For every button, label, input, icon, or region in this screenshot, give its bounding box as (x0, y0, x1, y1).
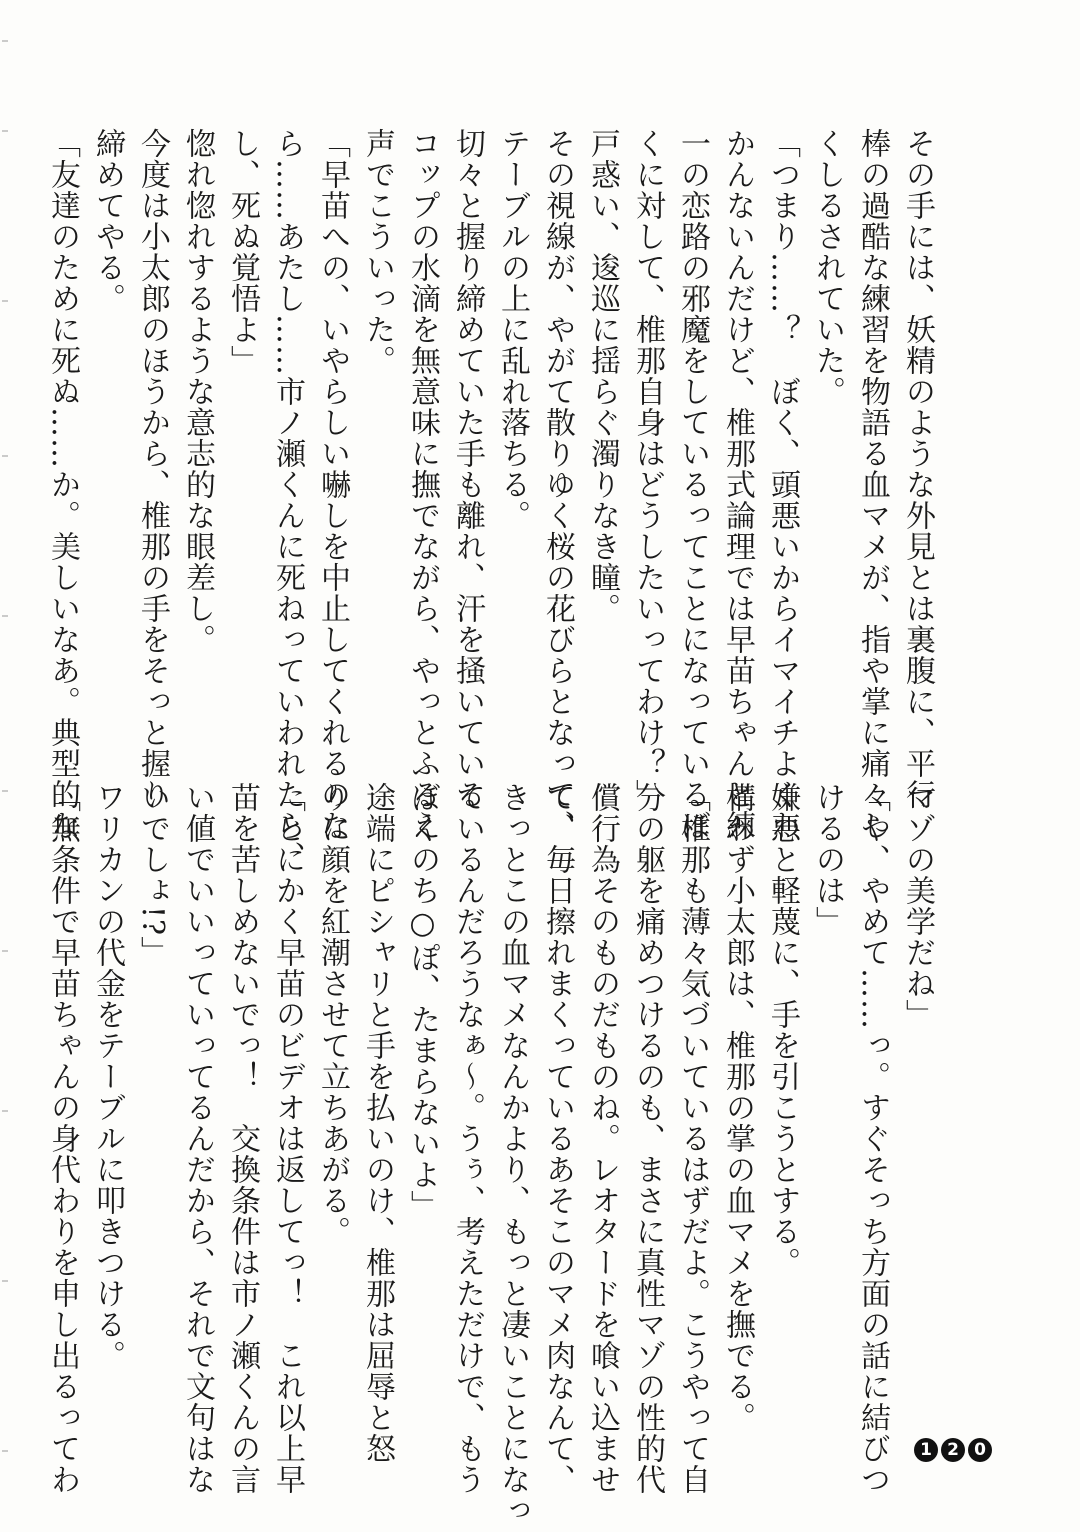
text-line: テーブルの上に乱れ落ちる。 (495, 128, 530, 531)
scan-mark (2, 455, 8, 457)
text-line: 構わず小太郎は、椎那の掌の血マメを撫でる。 (720, 782, 755, 1433)
text-line: 「椎那も薄々気づいているはずだよ。こうやって自 (675, 782, 710, 1495)
scan-mark (2, 1450, 8, 1452)
page-number-digit: 2 (941, 1438, 965, 1462)
page-number-digit: 0 (968, 1438, 992, 1462)
text-line: 「早苗への、いやらしい嚇しを中止してくれるのな (315, 128, 350, 841)
scan-mark (2, 950, 8, 952)
text-line: コップの水滴を無意味に撫でながら、やっとふるえ (405, 128, 440, 841)
text-line: 一の恋路の邪魔をしているってことになっているぼ (675, 128, 710, 841)
text-line: 分の躯を痛めつけるのも、まさに真性マゾの性的代 (630, 782, 665, 1495)
text-line: ワリカンの代金をテーブルに叩きつける。 (90, 782, 125, 1371)
text-line: きっとこの血マメなんかより、もっと凄いことになっ (495, 782, 530, 1526)
text-line: 「友達のために死ぬ……か。美しいなあ。典型的な (45, 128, 80, 841)
text-line: ぼくのち○ぽ、たまらないよ」 (405, 782, 440, 1221)
scan-mark (2, 790, 8, 792)
text-line: て、毎日擦れまくっているあそこのマメ肉なんて、 (540, 782, 575, 1495)
text-line: 「とにかく早苗のビデオは返してっ！ これ以上早 (270, 782, 305, 1495)
text-line: けるのは」 (810, 782, 845, 937)
text-line: くに対して、椎那自身はどうしたいってわけ？」 (630, 128, 665, 810)
text-line: 「無条件で早苗ちゃんの身代わりを申し出るってわ (45, 782, 80, 1495)
margin-scan-marks (0, 0, 12, 1532)
text-line: ているんだろうなぁ〜。うぅ、考えただけで、もう (450, 782, 485, 1495)
text-line: 締めてやる。 (90, 128, 125, 314)
text-line: 途端にピシャリと手を払いのけ、椎那は屈辱と怒 (360, 782, 395, 1464)
scan-mark (2, 40, 8, 42)
text-line: 切々と握り締めていた手も離れ、汗を掻いている (450, 128, 485, 810)
text-line: りに顔を紅潮させて立ちあがる。 (315, 782, 350, 1247)
page-number (914, 1438, 992, 1462)
text-line: マゾの美学だね」 (900, 782, 935, 1030)
text-line: 戸惑い、逡巡に揺らぐ濁りなき瞳。 (585, 128, 620, 624)
text-line: 「つまり……？ ぼく、頭悪いからイマイチよくわ (765, 128, 800, 841)
text-line: 声でこういった。 (360, 128, 395, 376)
text-block-lower (45, 782, 940, 1526)
scan-mark (2, 1280, 8, 1282)
scan-mark (2, 615, 8, 617)
text-line: ら……あたし……市ノ瀬くんに死ねっていわれたら、 (270, 128, 305, 872)
text-line: その視線が、やがて散りゆく桜の花びらとなって、 (540, 128, 575, 841)
text-line: 償行為そのものだものね。レオタードを喰い込ませ (585, 782, 620, 1495)
text-line: 嫌悪と軽蔑に、手を引こうとする。 (765, 782, 800, 1278)
text-line: いでしょ!?」 (135, 782, 170, 968)
scan-mark (2, 130, 8, 132)
scan-mark (2, 1110, 8, 1112)
text-line: 惚れ惚れするような意志的な眼差し。 (180, 128, 215, 655)
text-line: くしるされていた。 (810, 128, 845, 407)
text-line: かんないんだけど、椎那式論理では早苗ちゃんと練 (720, 128, 755, 841)
text-line: 今度は小太郎のほうから、椎那の手をそっと握り (135, 128, 170, 810)
text-line: い値でいいっていってるんだから、それで文句はな (180, 782, 215, 1495)
text-line: 棒の過酷な練習を物語る血マメが、指や掌に痛々し (855, 128, 890, 841)
text-line: その手には、妖精のような外見とは裏腹に、平行 (900, 128, 935, 810)
text-line: し、死ぬ覚悟よ」 (225, 128, 260, 376)
text-line: 苗を苦しめないでっ！ 交換条件は市ノ瀬くんの言 (225, 782, 260, 1495)
page-number-digit: 1 (914, 1438, 938, 1462)
scan-mark (2, 300, 8, 302)
text-line: 「や、やめて……っ。すぐそっち方面の話に結びつ (855, 782, 890, 1495)
